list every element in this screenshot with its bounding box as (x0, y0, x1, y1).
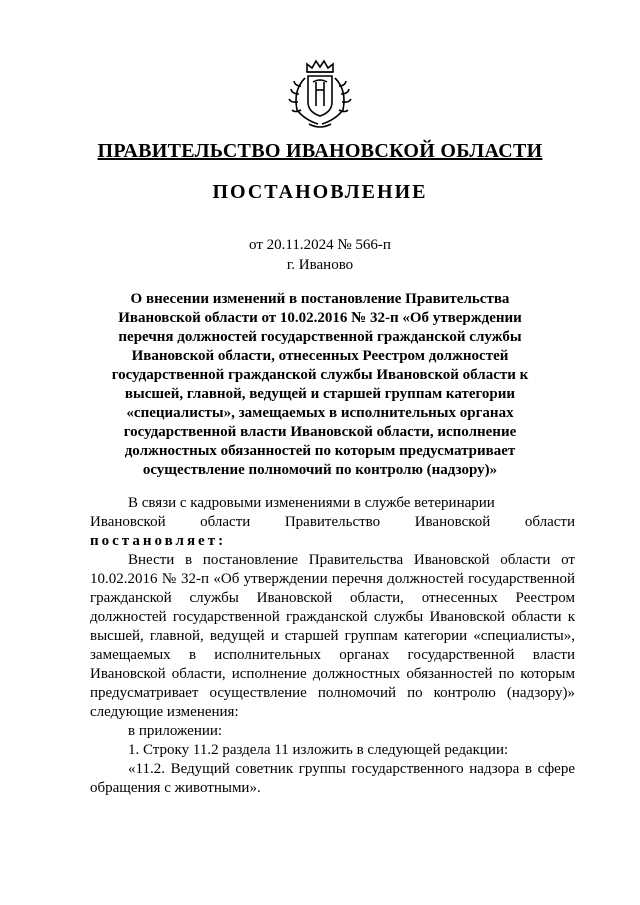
paragraph-1: Внести в постановление Правительства Ивановской области от 10.02.2016 № 32-п «Об утверждении перечня должностей государственной гражданской службы Ивановской области, отнесенных Реестром должностей государственной гражданской службы Ивановской области к высшей, главной, ведущей и старшей группам категории «специалисты», замещаемых в исполнительных органах государственной власти Ивановской области, исполнение должностных обязанностей по которым предусматривает осуществление полномочий по контролю (надзору)» следующие изменения: (90, 552, 575, 720)
paragraph-4: «11.2. Ведущий советник группы государственного надзора в сфере обращения с животными». (90, 761, 575, 796)
intro-word: Ивановской (90, 514, 166, 530)
city: г. Иваново (286, 257, 354, 273)
document-body (90, 494, 575, 798)
intro-word: области (524, 514, 575, 530)
document-subject: О внесении изменений в постановление Правительства Ивановской области от 10.02.2016 № 32-п «Об утверждении перечня должностей государственной гражданской службы Ивановской области, отнесенных Реестром должностей государственной гражданской службы Ивановской области к высшей, главной, ведущей и старшей группам категории «специалисты», замещаемых в исполнительных органах государственной власти Ивановской области, исполнение должностных обязанностей по которым предусматривает осуществление полномочий по контролю (надзору)» (111, 291, 529, 478)
government-title: ПРАВИТЕЛЬСТВО ИВАНОВСКОЙ ОБЛАСТИ (97, 140, 543, 162)
intro-word: Ивановской (414, 514, 491, 530)
intro-line-2 (90, 513, 575, 532)
paragraph-2: в приложении: (128, 723, 223, 739)
document-type: ПОСТАНОВЛЕНИЕ (212, 181, 428, 203)
intro-word: области (200, 514, 251, 530)
paragraph-3: 1. Строку 11.2 раздела 11 изложить в следующей редакции: (128, 742, 509, 758)
decree-word: постановляет: (90, 533, 227, 549)
date-number: от 20.11.2024 № 566-п (249, 237, 391, 253)
document-meta (0, 235, 640, 275)
intro-line-1: В связи с кадровыми изменениями в службе ветеринарии (128, 495, 495, 511)
ivanovo-coat-of-arms-icon (285, 56, 355, 132)
intro-word: Правительство (284, 514, 381, 530)
